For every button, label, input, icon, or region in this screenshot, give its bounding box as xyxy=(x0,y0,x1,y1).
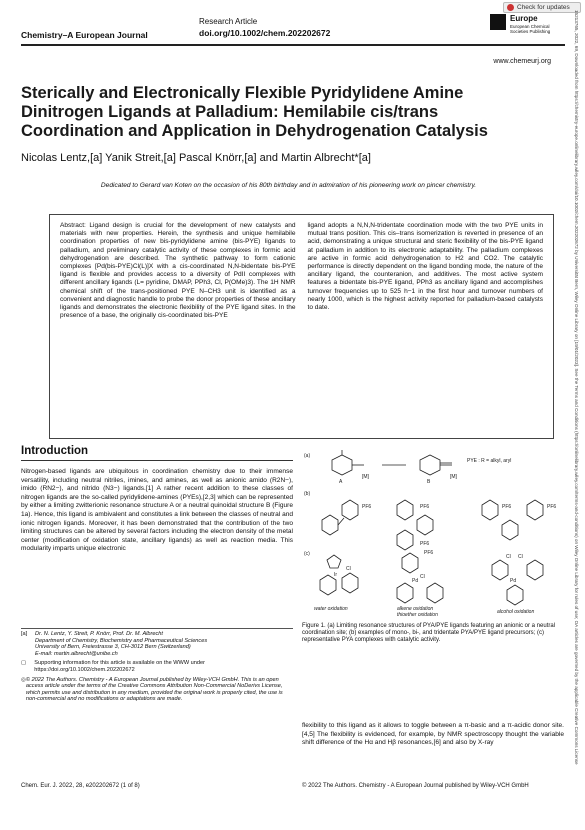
affiliation-footnote: [a] Dr. N. Lentz, Y. Streit, P. Knörr, Prof. Dr. M. Albrecht Department of Chemistry, Biochemistry and Pharmaceutical Sciences University of Bern, Freiestrasse 3, CH-3012 Bern (Switzerland) E-mail: martin.albrecht@unibe.ch xyxy=(21,631,208,657)
alcohol-oxidation-label: alcohol oxidation xyxy=(497,609,535,615)
footnotes xyxy=(21,631,293,706)
panel-a-label: (a) xyxy=(304,453,311,459)
abstract-box xyxy=(49,214,554,439)
panel-c-label: (c) xyxy=(304,551,310,557)
article-type: Research Article xyxy=(199,17,258,26)
abstract-column-2: ligand adopts a N,N,N-tridentate coordination mode with the two PYE units in mutual trans position. This cis–trans isomerization is reverted in presence of an acid, demonstrating a unique structural and steric flexibility of the bis-PYE ligand at palladium in addition to its electronic adaptability. The palladium complexes are active in formic acid dehydrogenation to H2 and CO2. The catalytic performance is directly dependent on the ligand bonding mode, the nature of the ancillary ligand, the counteranion, and additives. The most active system features a bidentate bis-PYE ligand, PPh3 as ancillary ligand and accomplishes turnover frequencies up to 525 h−1 in the first hour and turnover numbers of nearly 1000, which is the highest activity reported for palladium-based catalysts to date. xyxy=(307,222,543,312)
pye-definition: PYE : R = alkyl, aryl xyxy=(467,458,512,464)
download-sidebar: 15213765, 2022, 69, Downloaded from https://chemistry-europe.onlinelibrary.wiley.com/doi/10.1002/chem.202202672 by Universität Bern, Wiley Online Library on [19/01/2023]. See the Terms and Conditions (https://onlinelibrary.wiley.com/terms-and-conditions) on Wiley Online Library for rules of use; OA articles are governed by the applicable Creative Commons License xyxy=(574,10,579,765)
structure-b-label: B xyxy=(427,479,431,485)
website-link[interactable]: www.chemeurj.org xyxy=(493,58,551,65)
metal-label-b: [M] xyxy=(450,474,457,480)
abstract-column-1: Abstract: Ligand design is crucial for the development of new catalysts and materials with new properties. Herein, the synthesis and unique hemilabile coordination properties of new bis-pyridylidene amine (bis-PYE) ligands to palladium, and preliminary catalytic activity of these complexes in formic acid dehydrogenation are described. The synthetic pathway to form cationic complexes [Pd(bis-PYE)Cl(L)]X with a cis-coordinated N,N-bidentate bis-PYE ligand is flexible and provides access to a diversity of PdII complexes with different ancillary ligands (L= pyridine, DMAP, PPh3, Cl, P(OMe)3). The 1H NMR chemical shift of the trans-positioned PYE N–CH3 unit is identified as a convenient and diagnostic handle to probe the donor properties of these ancillary ligands and demonstrates the electronic flexibility of the PYE ligand sites. In the presence of a base, the originally cis-coordinated bis-PYE xyxy=(60,222,296,320)
open-access-icon: ◎ xyxy=(21,676,26,683)
document-icon: ▢ xyxy=(21,660,27,667)
ir-label: Ir xyxy=(334,572,338,578)
pf6-label-3: PF6 xyxy=(420,541,430,547)
section-heading-introduction: Introduction xyxy=(21,445,89,457)
pd-label-1: Pd xyxy=(412,578,419,584)
metal-label-a: [M] xyxy=(362,474,369,480)
alkene-oxidation-label: alkene oxidation xyxy=(397,606,434,612)
update-icon xyxy=(507,4,514,11)
article-title: Sterically and Electronically Flexible Pyridylidene Amine Dinitrogen Ligands at Palladium: Hemilabile cis/trans Coordination and Application in Dehydrogenation Catalysis xyxy=(21,84,488,140)
publisher-subtitle: European Chemical Societies Publishing xyxy=(510,24,551,34)
supporting-info-footnote[interactable]: ▢ Supporting information for this article is available on the WWW under https://doi.org/10.1002/chem.202202672 xyxy=(21,660,205,673)
right-column-text: flexibility to this ligand as it allows to toggle between a π-basic and a π-acidic donor site.[4,5] The flexibility is evidenced, for example, by NMR spectroscopy thought the variable shift difference of the Hα and Hβ resonances,[6] and also by X-ray xyxy=(302,722,564,747)
panel-b-label: (b) xyxy=(304,491,311,497)
introduction-text: Nitrogen-based ligands are ubiquitous in coordination chemistry due to their immense versatility, including neutral nitriles, imines, and amines, as well as anionic amido (R2N−), imido (RN2−), and nitrido (N3−) ligands.[1] A rather recent addition to these classes of nitrogen ligands are the so-called pyridylidene-amines (PYEs),[2,3] which can be represented by either a limiting zwitterionic resonance structure A or a neutral quinoidal structure B (Figure 1a). Hence, this ligand is ambivalent and constitutes a link between the classes of neutral and ionic nitrogen ligands. Moreover, it has been demonstrated that the contribution of the two limiting structures can be altered by several factors including the electron density of the metal center (modification of oxidation state, ancillary ligands) as well as reaction media. This modularity imparts unique electronic xyxy=(21,468,293,553)
check-for-updates-badge[interactable]: Check for updates xyxy=(503,2,581,13)
cl-label-1: Cl xyxy=(346,566,351,572)
copyright-notice: © 2022 The Authors. Chemistry - A European Journal published by Wiley-VCH GmbH xyxy=(302,783,529,789)
publisher-logo-icon xyxy=(490,14,506,30)
figure-caption: Figure 1. (a) Limiting resonance structures of PYA/PYE ligands featuring an anionic or a neutral coordination site; (b) examples of mono-, bi-, and tridentate PYA/PYE ligand precursors; (c) representative PYA complexes with catalytic activity. xyxy=(302,623,556,644)
structure-a-label: A xyxy=(339,479,343,485)
section-divider xyxy=(21,460,293,461)
page-citation: Chem. Eur. J. 2022, 28, e202202672 (1 of 8) xyxy=(21,783,140,789)
cl-label-3: Cl xyxy=(506,554,511,560)
pd-label-2: Pd xyxy=(510,578,517,584)
pf6-label-1: PF6 xyxy=(362,504,372,510)
footnote-divider xyxy=(21,628,293,629)
figure-1 xyxy=(302,450,564,620)
journal-name: Chemistry–A European Journal xyxy=(21,30,148,40)
author-list: Nicolas Lentz,[a] Yanik Streit,[a] Pascal Knörr,[a] and Martin Albrecht*[a] xyxy=(21,152,371,164)
license-footnote: ◎ © 2022 The Authors. Chemistry - A European Journal published by Wiley-VCH GmbH. This is an open access article under the terms of the Creative Commons Attribution Non-Commercial NoDerivs License, which permits use and distribution in any medium, provided the original work is properly cited, the use is non-commercial and no modifications or adaptations are made. xyxy=(21,676,283,703)
pf6-label-5: PF6 xyxy=(547,504,557,510)
pf6-label-4: PF6 xyxy=(502,504,512,510)
pf6-label-6: PF6 xyxy=(424,550,434,556)
header-divider xyxy=(21,44,565,46)
cl-label-2: Cl xyxy=(420,574,425,580)
doi-link[interactable]: doi.org/10.1002/chem.202202672 xyxy=(199,28,331,38)
publisher-name: Europe xyxy=(510,14,538,23)
water-oxidation-label: water oxidation xyxy=(314,606,348,612)
pf6-label-2: PF6 xyxy=(420,504,430,510)
thioether-oxidation-label: thioether oxidation xyxy=(397,612,438,618)
cl-label-4: Cl xyxy=(518,554,523,560)
dedication: Dedicated to Gerard van Koten on the occasion of his 80th birthday and in admiration of his pioneering work on pincer chemistry. xyxy=(100,182,477,189)
